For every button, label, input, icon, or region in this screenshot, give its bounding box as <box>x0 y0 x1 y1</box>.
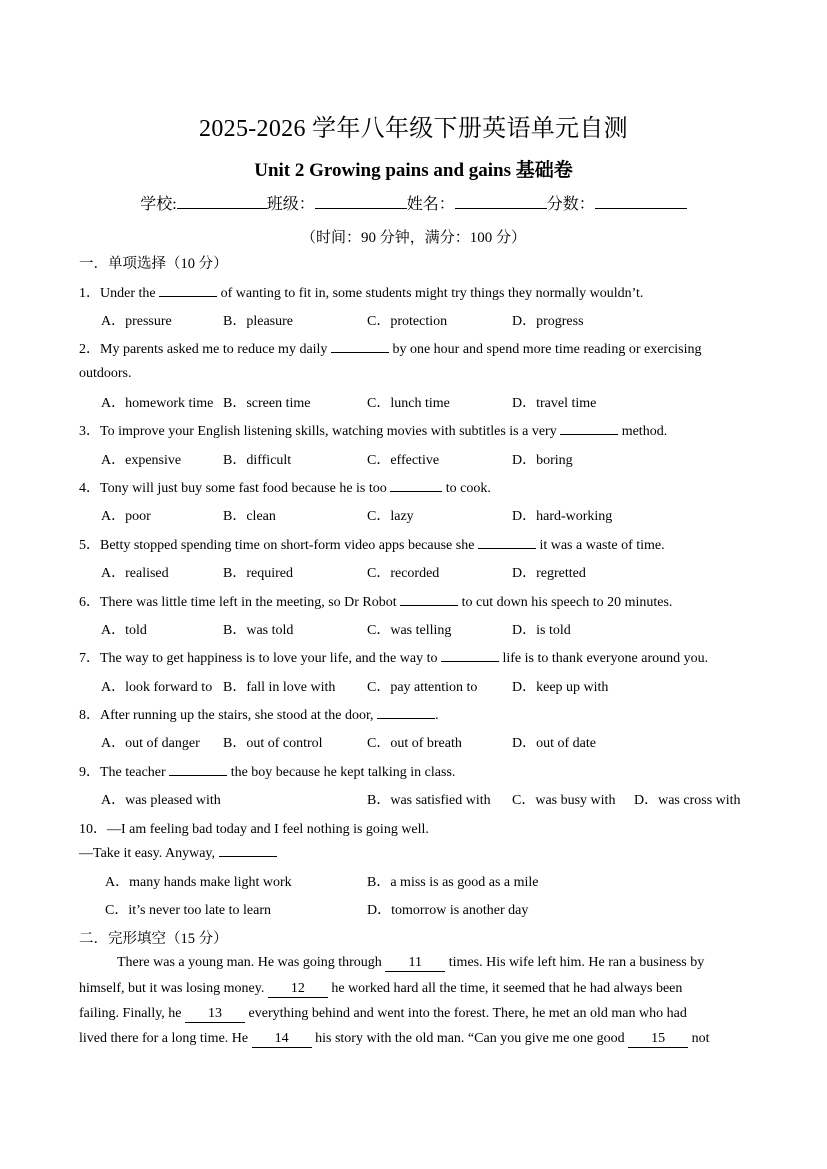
option[interactable]: A．pressure <box>101 314 172 329</box>
option[interactable]: C．protection <box>367 314 448 329</box>
option[interactable]: A．told <box>101 623 147 638</box>
option[interactable]: D．was cross with <box>634 793 741 808</box>
answer-blank[interactable] <box>169 775 227 776</box>
option[interactable]: D．is told <box>512 623 571 638</box>
question-2: 2．My parents asked me to reduce my daily by one hour and spend more time reading or exercising <box>79 342 702 357</box>
option[interactable]: A．many hands make light work <box>105 875 292 890</box>
cloze-blank[interactable]: 15 <box>628 1031 688 1048</box>
option[interactable]: D．hard-working <box>512 509 613 524</box>
option[interactable]: D．keep up with <box>512 680 609 695</box>
option[interactable]: D．progress <box>512 314 584 329</box>
option[interactable]: B．a miss is as good as a mile <box>367 875 539 890</box>
answer-blank[interactable] <box>400 605 458 606</box>
option[interactable]: C．pay attention to <box>367 680 478 695</box>
option[interactable]: A．homework time <box>101 396 214 411</box>
question-10-continued: —Take it easy. Anyway, <box>79 846 277 862</box>
answer-blank[interactable] <box>219 856 277 857</box>
option[interactable]: B．screen time <box>223 396 311 411</box>
answer-blank[interactable] <box>390 491 442 492</box>
class-label: 班级： <box>266 196 315 213</box>
option[interactable]: D．travel time <box>512 396 597 411</box>
answer-blank[interactable] <box>331 352 389 353</box>
option[interactable]: A．poor <box>101 509 151 524</box>
option[interactable]: C．lunch time <box>367 396 450 411</box>
name-label: 姓名： <box>406 196 455 213</box>
cloze-blank[interactable]: 11 <box>385 955 445 972</box>
page-title: 2025-2026 学年八年级下册英语单元自测 <box>199 116 628 142</box>
question-10: 10．—I am feeling bad today and I feel nothing is going well. <box>79 822 429 837</box>
passage-line: failing. Finally, he 13 everything behind and went into the forest. There, he met an old man who had <box>79 1006 687 1021</box>
class-field[interactable] <box>315 193 407 209</box>
question-6: 6．There was little time left in the meeting, so Dr Robot to cut down his speech to 20 minutes. <box>79 595 673 610</box>
answer-blank[interactable] <box>377 718 435 719</box>
option[interactable]: D．out of date <box>512 736 596 751</box>
option[interactable]: B．was told <box>223 623 294 638</box>
option[interactable]: B．fall in love with <box>223 680 336 695</box>
option[interactable]: C．lazy <box>367 509 414 524</box>
option[interactable]: C．effective <box>367 453 440 468</box>
option[interactable]: D．regretted <box>512 566 586 581</box>
question-4: 4．Tony will just buy some fast food because he is too to cook. <box>79 481 491 496</box>
passage-line: lived there for a long time. He 14 his story with the old man. “Can you give me one good 15 not <box>79 1031 710 1046</box>
question-9: 9．The teacher the boy because he kept talking in class. <box>79 765 456 780</box>
option[interactable]: C．was busy with <box>512 793 616 808</box>
option[interactable]: B．pleasure <box>223 314 293 329</box>
passage-line: There was a young man. He was going through 11 times. His wife left him. He ran a business by <box>117 955 705 970</box>
school-field[interactable] <box>177 193 267 209</box>
school-label: 学校: <box>140 196 177 213</box>
option[interactable]: C．was telling <box>367 623 452 638</box>
question-5: 5．Betty stopped spending time on short-form video apps because she it was a waste of time. <box>79 538 665 553</box>
question-3: 3．To improve your English listening skills, watching movies with subtitles is a very method. <box>79 424 668 439</box>
answer-blank[interactable] <box>159 296 217 297</box>
answer-blank[interactable] <box>478 548 536 549</box>
option[interactable]: B．difficult <box>223 453 292 468</box>
question-1: 1．Under the of wanting to fit in, some students might try things they normally wouldn’t. <box>79 286 644 301</box>
option[interactable]: A．out of danger <box>101 736 200 751</box>
option[interactable]: D．tomorrow is another day <box>367 903 529 918</box>
option[interactable]: B．required <box>223 566 293 581</box>
section-heading-choice: 一．单项选择（10 分） <box>79 256 228 272</box>
option[interactable]: A．realised <box>101 566 169 581</box>
option[interactable]: A．was pleased with <box>101 793 221 808</box>
cloze-blank[interactable]: 12 <box>268 981 328 998</box>
student-info-line <box>0 191 827 214</box>
option[interactable]: B．clean <box>223 509 276 524</box>
option[interactable]: A．expensive <box>101 453 182 468</box>
option[interactable]: D．boring <box>512 453 573 468</box>
question-8: 8．After running up the stairs, she stood at the door, . <box>79 708 439 723</box>
cloze-blank[interactable]: 13 <box>185 1006 245 1023</box>
question-2-continued: outdoors. <box>79 366 132 381</box>
answer-blank[interactable] <box>560 434 618 435</box>
name-field[interactable] <box>455 193 547 209</box>
option[interactable]: A．look forward to <box>101 680 213 695</box>
question-7: 7．The way to get happiness is to love your life, and the way to life is to thank everyone around you. <box>79 651 709 666</box>
option[interactable]: C．recorded <box>367 566 440 581</box>
time-note: （时间：90 分钟，满分：100 分） <box>300 230 526 246</box>
score-field[interactable] <box>595 193 687 209</box>
section-heading-cloze: 二．完形填空（15 分） <box>79 931 228 947</box>
cloze-blank[interactable]: 14 <box>252 1031 312 1048</box>
option[interactable]: C．out of breath <box>367 736 462 751</box>
option[interactable]: C．it’s never too late to learn <box>105 903 272 918</box>
answer-blank[interactable] <box>441 661 499 662</box>
option[interactable]: B．out of control <box>223 736 323 751</box>
page-subtitle: Unit 2 Growing pains and gains 基础卷 <box>254 160 573 181</box>
passage-line: himself, but it was losing money. 12 he worked hard all the time, it seemed that he had always been <box>79 981 683 996</box>
score-label: 分数： <box>546 196 595 213</box>
option[interactable]: B．was satisfied with <box>367 793 491 808</box>
